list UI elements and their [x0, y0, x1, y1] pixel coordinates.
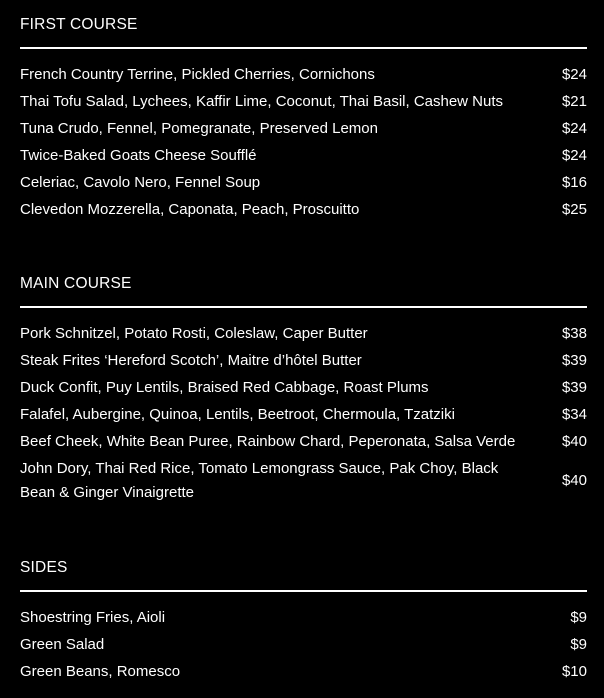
menu-item-name: Green Beans, Romesco: [20, 662, 181, 680]
section-title: MAIN COURSE: [20, 275, 132, 292]
menu-item-name: Beef Cheek, White Bean Puree, Rainbow Chard, Peperonata, Salsa Verde: [20, 432, 516, 450]
menu-item-name: John Dory, Thai Red Rice, Tomato Lemongrass Sauce, Pak Choy, Black Bean & Ginger Vinaigrette: [20, 460, 499, 501]
section-title: FIRST COURSE: [20, 16, 138, 33]
section-title: SIDES: [20, 559, 68, 576]
menu-item-price: $24: [561, 119, 587, 137]
section-sides: [20, 556, 587, 685]
menu-item: [20, 631, 587, 658]
menu-item-name: Tuna Crudo, Fennel, Pomegranate, Preserved Lemon: [20, 119, 378, 137]
menu-item-name: Shoestring Fries, Aioli: [20, 608, 166, 626]
menu-item-price: $38: [561, 324, 587, 342]
menu-item-price: $9: [570, 635, 587, 653]
menu-item: [20, 658, 587, 685]
menu-item-price: $24: [561, 65, 587, 83]
menu-item-name: Falafel, Aubergine, Quinoa, Lentils, Beetroot, Chermoula, Tzatziki: [20, 405, 455, 423]
menu-item: [20, 374, 587, 401]
menu-item-price: $39: [561, 378, 587, 396]
menu-item-price: $39: [561, 351, 587, 369]
section-divider: [20, 306, 587, 308]
section-main-course: [20, 272, 587, 507]
menu-item-name: Pork Schnitzel, Potato Rosti, Coleslaw, Caper Butter: [20, 324, 368, 342]
menu-item-name: Green Salad: [20, 635, 105, 653]
section-divider: [20, 47, 587, 49]
menu-item-price: $24: [561, 146, 587, 164]
menu-item-price: $25: [561, 200, 587, 218]
menu-item-list: [20, 320, 587, 507]
menu-item: [20, 88, 587, 115]
menu-item: [20, 61, 587, 88]
menu-item: [20, 455, 587, 507]
menu-item-name: Twice-Baked Goats Cheese Soufflé: [20, 146, 257, 164]
section-first-course: [20, 13, 587, 223]
menu-item: [20, 169, 587, 196]
menu-item: [20, 196, 587, 223]
menu-item-name: Thai Tofu Salad, Lychees, Kaffir Lime, Coconut, Thai Basil, Cashew Nuts: [20, 92, 504, 110]
menu-item-price: $34: [561, 405, 587, 423]
menu-item-price: $21: [561, 92, 587, 110]
menu-item-name: French Country Terrine, Pickled Cherries, Cornichons: [20, 65, 375, 83]
menu-item: [20, 428, 587, 455]
menu-item-price: $9: [570, 608, 587, 626]
menu-item-name: Duck Confit, Puy Lentils, Braised Red Cabbage, Roast Plums: [20, 378, 429, 396]
menu-item-name: Clevedon Mozzerella, Caponata, Peach, Proscuitto: [20, 200, 360, 218]
menu-item-price: $40: [561, 432, 587, 450]
menu-item-price: $40: [561, 472, 587, 489]
menu-item-name: Celeriac, Cavolo Nero, Fennel Soup: [20, 173, 261, 191]
menu-item-list: [20, 61, 587, 223]
menu-item: [20, 401, 587, 428]
menu-item: [20, 320, 587, 347]
menu-item-list: [20, 604, 587, 685]
menu-item-price: $10: [561, 662, 587, 680]
menu-item-name: Steak Frites ‘Hereford Scotch’, Maitre d’hôtel Butter: [20, 351, 362, 369]
menu-item: [20, 115, 587, 142]
menu-item: [20, 347, 587, 374]
section-divider: [20, 590, 587, 592]
menu-item-price: $16: [561, 173, 587, 191]
menu-item: [20, 604, 587, 631]
menu-item: [20, 142, 587, 169]
